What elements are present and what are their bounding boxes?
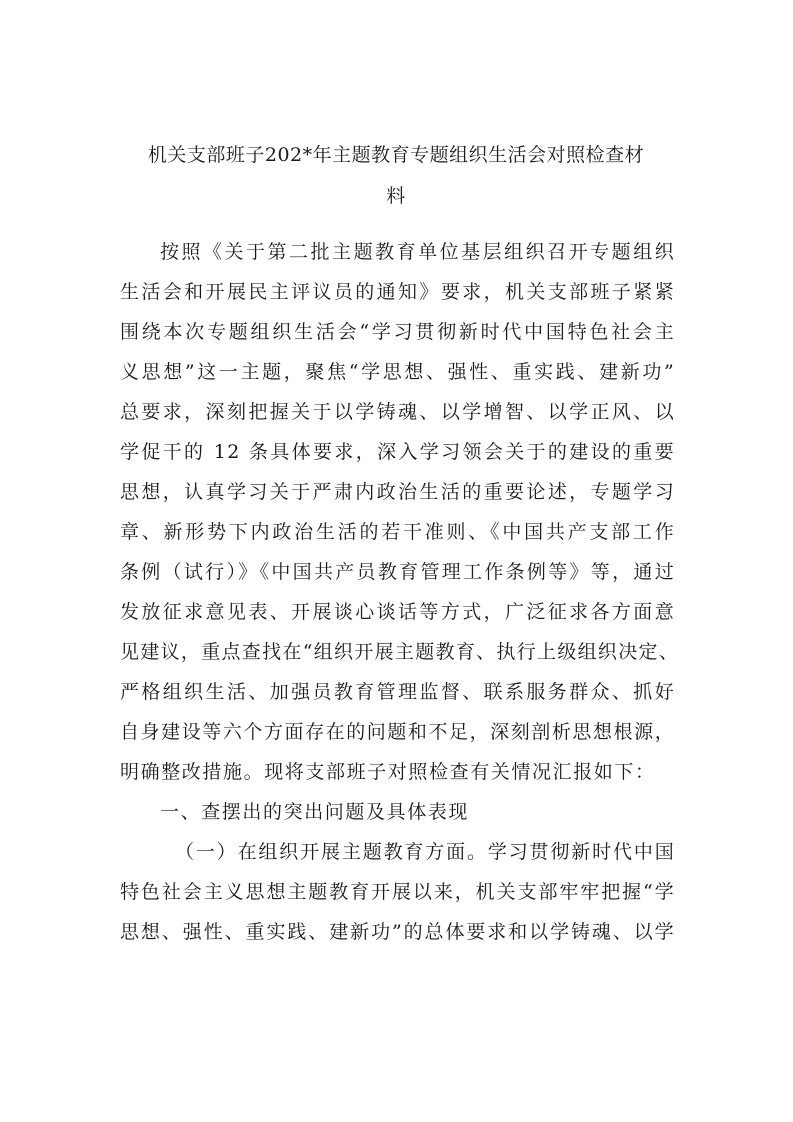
body-paragraph-line: 义思想”这一主题，聚焦“学思想、强性、重实践、建新功”	[120, 361, 675, 383]
section-heading: 一、查摆出的突出问题及具体表现	[160, 801, 470, 823]
body-paragraph-line: 思想，认真学习关于严肃内政治生活的重要论述，专题学习	[120, 481, 675, 503]
body-paragraph-line: 自身建设等六个方面存在的问题和不足，深刻剖析思想根源，	[120, 721, 675, 743]
body-paragraph-line: 发放征求意见表、开展谈心谈话等方式，广泛征求各方面意	[120, 601, 675, 623]
subsection-paragraph-line: 思想、强性、重实践、建新功”的总体要求和以学铸魂、以学	[120, 921, 675, 943]
body-paragraph-line: 严格组织生活、加强员教育管理监督、联系服务群众、抓好	[120, 681, 675, 703]
subsection-paragraph-line: （一）在组织开展主题教育方面。学习贯彻新时代中国	[175, 841, 675, 863]
body-paragraph-line: 总要求，深刻把握关于以学铸魂、以学增智、以学正风、以	[120, 401, 675, 423]
body-paragraph-line: 生活会和开展民主评议员的通知》要求，机关支部班子紧紧	[120, 281, 675, 303]
subsection-paragraph-line: 特色社会主义思想主题教育开展以来，机关支部牢牢把握“学	[120, 881, 675, 903]
body-paragraph-line: 按照《关于第二批主题教育单位基层组织召开专题组织	[160, 241, 675, 263]
body-paragraph-line: 见建议，重点查找在“组织开展主题教育、执行上级组织决定、	[120, 641, 680, 663]
body-paragraph-line: 章、新形势下内政治生活的若干准则、《中国共产支部工作	[120, 521, 675, 543]
document-title-line-2: 料	[386, 185, 406, 207]
body-paragraph-line: 明确整改措施。现将支部班子对照检查有关情况汇报如下：	[120, 761, 656, 783]
body-paragraph-line: 条例（试行）》《中国共产员教育管理工作条例等》等，通过	[120, 561, 675, 583]
body-paragraph-line: 围绕本次专题组织生活会“学习贯彻新时代中国特色社会主	[120, 321, 675, 343]
document-title-line-1: 机关支部班子202*年主题教育专题组织生活会对照检查材	[147, 144, 645, 166]
body-paragraph-line: 学促干的 12 条具体要求，深入学习领会关于的建设的重要	[120, 441, 675, 463]
